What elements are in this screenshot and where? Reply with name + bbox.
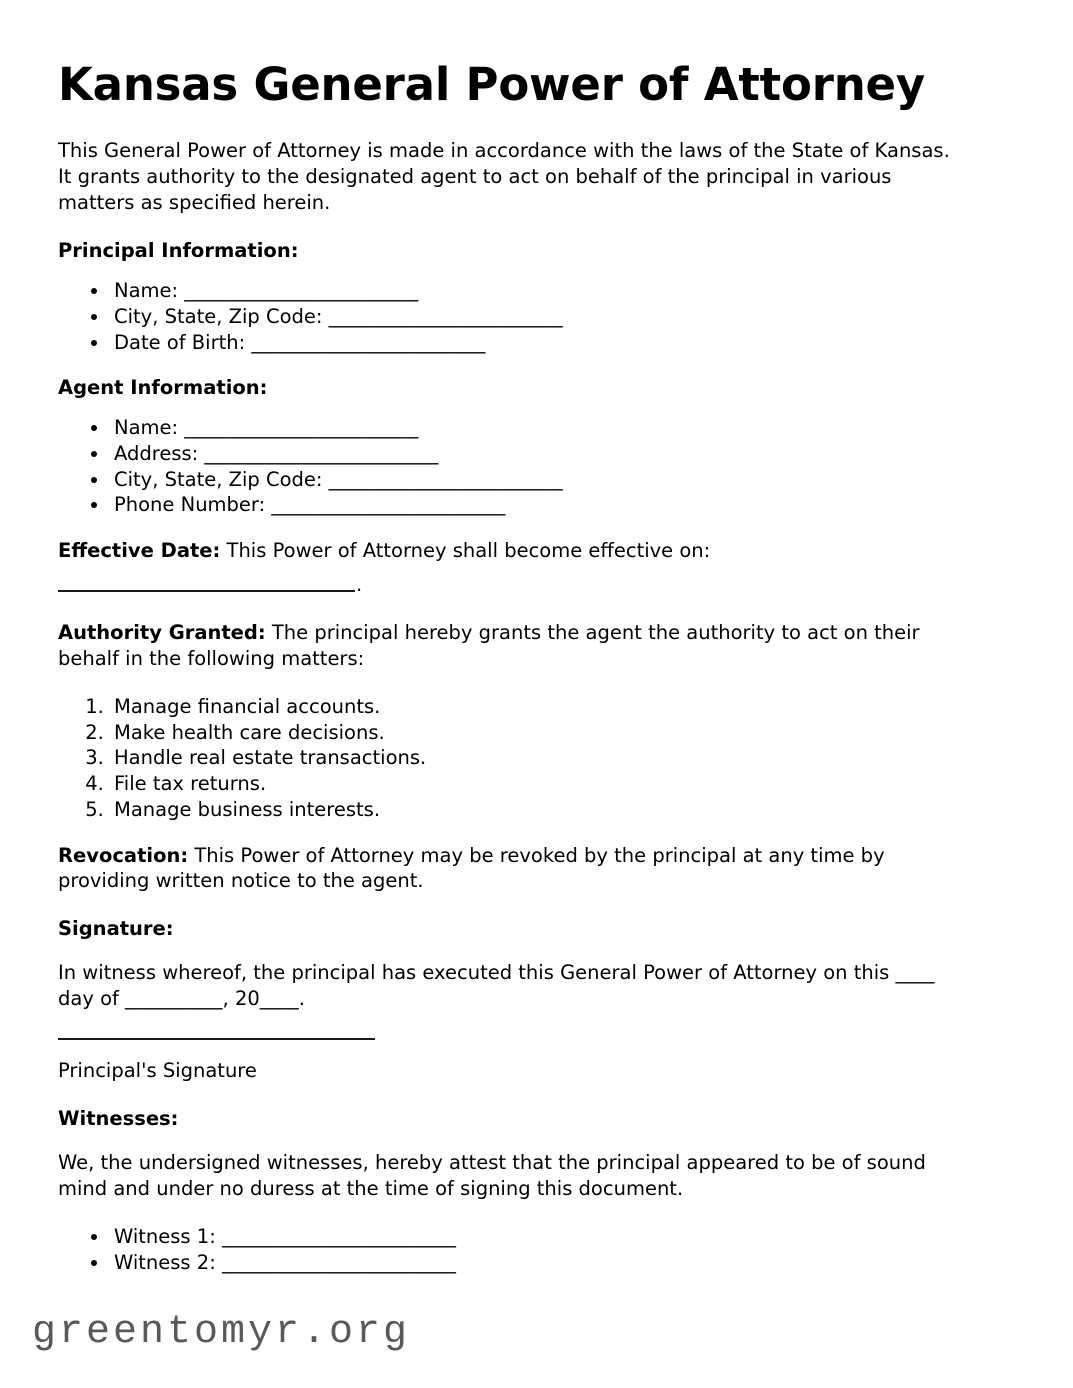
list-item: 3. Handle real estate transactions. bbox=[110, 745, 960, 771]
principal-signature-caption: Principal's Signature bbox=[58, 1059, 257, 1083]
list-item: 2. Make health care decisions. bbox=[110, 720, 960, 746]
list-item: • Phone Number: ________________________ bbox=[110, 492, 960, 518]
list-item: • Witness 1: ________________________ bbox=[110, 1224, 960, 1250]
agent-information-list bbox=[58, 415, 960, 518]
list-item: • Name: ________________________ bbox=[110, 278, 960, 304]
witness-statement-paragraph: In witness whereof, the principal has executed this General Power of Attorney on this ____ day of __________, 20____. bbox=[58, 961, 935, 1011]
authority-granted-list bbox=[58, 694, 960, 823]
witness-attestation-paragraph: We, the undersigned witnesses, hereby attest that the principal appeared to be of sound mind and under no duress at the time of signing this document. bbox=[58, 1150, 926, 1200]
intro-paragraph: This General Power of Attorney is made in accordance with the laws of the State of Kansas. It grants authority to the designated agent to act on behalf of the principal in various matters as specified herein. bbox=[58, 139, 950, 215]
effective-date-text: This Power of Attorney shall become effective on: bbox=[220, 539, 711, 563]
effective-date-blank-row bbox=[58, 572, 960, 598]
effective-date-period: . bbox=[356, 573, 363, 597]
site-watermark: greentomyr.org bbox=[32, 1310, 411, 1355]
signature-heading: Signature: bbox=[58, 917, 174, 941]
authority-granted-text: The principal hereby grants the agent the authority to act on their behalf in the following matters: bbox=[58, 620, 920, 670]
list-item: • City, State, Zip Code: ________________________ bbox=[110, 304, 960, 330]
effective-date-paragraph bbox=[58, 538, 960, 564]
revocation-text: This Power of Attorney may be revoked by the principal at any time by providing written notice to the agent. bbox=[58, 843, 885, 893]
principal-information-heading: Principal Information: bbox=[58, 239, 299, 263]
list-item: • Address: ________________________ bbox=[110, 441, 960, 467]
witnesses-heading: Witnesses: bbox=[58, 1107, 179, 1131]
list-item: • City, State, Zip Code: ________________________ bbox=[110, 467, 960, 493]
principal-signature-line[interactable] bbox=[58, 1038, 375, 1040]
list-item: • Name: ________________________ bbox=[110, 415, 960, 441]
revocation-label: Revocation: bbox=[58, 843, 189, 867]
page-title: Kansas General Power of Attorney bbox=[58, 58, 925, 111]
principal-information-list bbox=[58, 278, 960, 355]
list-item: 4. File tax returns. bbox=[110, 771, 960, 797]
list-item: 1. Manage financial accounts. bbox=[110, 694, 960, 720]
witnesses-list bbox=[58, 1224, 960, 1275]
principal-signature-line-wrap bbox=[58, 1038, 960, 1040]
revocation-paragraph bbox=[58, 843, 960, 895]
effective-date-blank[interactable] bbox=[58, 590, 355, 592]
authority-granted-paragraph bbox=[58, 620, 960, 672]
list-item: • Witness 2: ________________________ bbox=[110, 1250, 960, 1276]
agent-information-heading: Agent Information: bbox=[58, 376, 268, 400]
authority-granted-label: Authority Granted: bbox=[58, 620, 266, 644]
list-item: • Date of Birth: ________________________ bbox=[110, 330, 960, 356]
effective-date-label: Effective Date: bbox=[58, 539, 221, 563]
list-item: 5. Manage business interests. bbox=[110, 797, 960, 823]
